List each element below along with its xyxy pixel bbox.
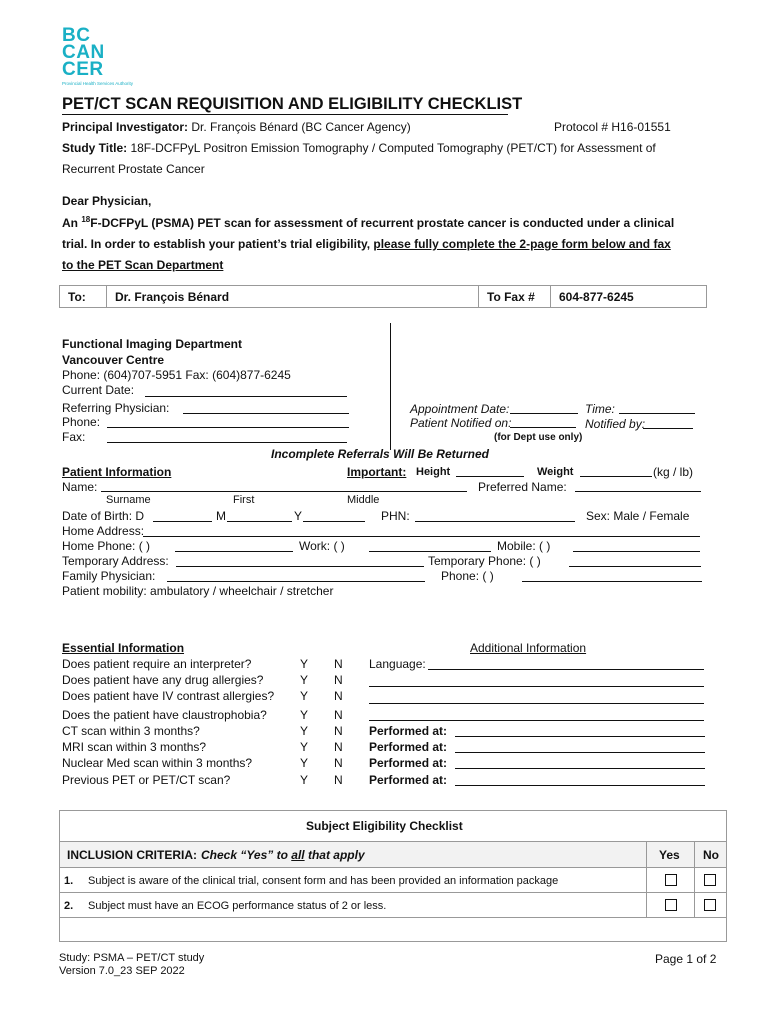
to-fax-number: 604-877-6245	[551, 286, 707, 308]
footer-study: Study: PSMA – PET/CT study	[59, 952, 205, 964]
question-label: Does patient have IV contrast allergies?	[62, 689, 275, 703]
surname-caption: Surname	[106, 494, 151, 506]
appointment-date-field[interactable]	[510, 413, 578, 414]
no-option[interactable]: N	[334, 673, 343, 687]
work-phone-field[interactable]	[369, 551, 491, 552]
no-checkbox[interactable]	[704, 899, 716, 911]
fax-label: Fax:	[62, 430, 86, 444]
question-label: MRI scan within 3 months?	[62, 740, 207, 754]
criterion-text: Subject is aware of the clinical trial, consent form and has been provided an information package	[88, 875, 559, 887]
pi-value: Dr. François Bénard (BC Cancer Agency)	[188, 120, 411, 134]
inclusion-instruction	[201, 848, 365, 862]
dept-name: Functional Imaging Department	[62, 337, 243, 351]
weight-field[interactable]	[580, 476, 652, 477]
additional-info-field[interactable]	[369, 686, 704, 687]
time-field[interactable]	[619, 413, 695, 414]
current-date-field[interactable]	[145, 396, 347, 397]
yes-option[interactable]: Y	[300, 689, 309, 703]
yes-option[interactable]: Y	[300, 724, 309, 738]
intro-line-2	[62, 237, 671, 251]
preferred-name-label: Preferred Name:	[478, 480, 567, 494]
instruction-b: that apply	[304, 848, 365, 862]
no-option[interactable]: N	[334, 657, 343, 671]
to-fax-label: To Fax #	[479, 286, 551, 308]
question-label: Previous PET or PET/CT scan?	[62, 773, 231, 787]
no-option[interactable]: N	[334, 708, 343, 722]
patient-info-heading: Patient Information	[62, 465, 172, 479]
yes-option[interactable]: Y	[300, 756, 309, 770]
temp-phone-label: Temporary Phone: ( )	[428, 554, 541, 568]
intro-2a: trial. In order to establish your patient’s trial eligibility,	[62, 237, 374, 251]
notified-by-field[interactable]	[643, 428, 693, 429]
col-divider	[646, 868, 647, 892]
dept-use-note: (for Dept use only)	[494, 432, 583, 443]
yes-checkbox[interactable]	[665, 874, 677, 886]
col-divider	[694, 842, 695, 867]
yes-option[interactable]: Y	[300, 657, 309, 671]
notified-by-label: Notified by:	[585, 417, 646, 431]
first-caption: First	[233, 494, 255, 506]
yes-option[interactable]: Y	[300, 708, 309, 722]
to-name: Dr. François Bénard	[107, 286, 479, 308]
no-option[interactable]: N	[334, 689, 343, 703]
logo-tagline: Provincial Health Services Authority	[62, 81, 134, 86]
question-label: Does patient have any drug allergies?	[62, 673, 264, 687]
notified-on-field[interactable]	[510, 427, 576, 428]
appointment-date-label: Appointment Date:	[410, 402, 510, 416]
footer-page: Page 1 of 2	[655, 952, 717, 966]
salutation: Dear Physician,	[62, 194, 152, 208]
title-underline	[62, 114, 508, 115]
preferred-name-field[interactable]	[575, 491, 701, 492]
family-physician-field[interactable]	[167, 581, 425, 582]
family-phone-field[interactable]	[522, 581, 702, 582]
work-phone-label: Work: ( )	[299, 539, 345, 553]
eligibility-bottom	[59, 917, 727, 942]
to-fax-table	[59, 285, 707, 308]
performed-at-label: Performed at:	[369, 756, 448, 770]
col-divider	[646, 842, 647, 867]
family-physician-label: Family Physician:	[62, 569, 156, 583]
intro-line-3: to the PET Scan Department	[62, 258, 224, 272]
home-address-field[interactable]	[143, 536, 700, 537]
logo-line-2: CAN	[62, 42, 105, 63]
sex-options[interactable]: Sex: Male / Female	[586, 509, 690, 523]
temp-phone-field[interactable]	[569, 566, 701, 567]
dept-phone: Phone: (604)707-5951 Fax: (604)877-6245	[62, 368, 291, 382]
question-label: Nuclear Med scan within 3 months?	[62, 756, 253, 770]
inclusion-header-row	[59, 841, 727, 868]
additional-info-field[interactable]	[428, 669, 704, 670]
dob-label: Date of Birth: D	[62, 509, 145, 523]
performed-at-label: Performed at:	[369, 740, 448, 754]
col-divider	[694, 868, 695, 892]
dob-month-label: M	[216, 509, 226, 523]
col-divider	[694, 893, 695, 917]
weight-label: Weight	[537, 466, 574, 478]
no-option[interactable]: N	[334, 740, 343, 754]
no-checkbox[interactable]	[704, 874, 716, 886]
temp-address-field[interactable]	[176, 566, 424, 567]
instruction-a: Check “Yes” to	[201, 848, 292, 862]
no-option[interactable]: N	[334, 724, 343, 738]
height-label: Height	[416, 466, 451, 478]
criterion-text: Subject must have an ECOG performance status of 2 or less.	[88, 900, 387, 912]
performed-at-label: Performed at:	[369, 773, 448, 787]
study-title	[62, 141, 656, 155]
eligibility-title-box	[59, 810, 727, 842]
eligibility-row	[59, 867, 727, 893]
logo-line-3: CER	[62, 59, 104, 80]
additional-info-field[interactable]	[369, 703, 704, 704]
additional-info-heading: Additional Information	[470, 641, 587, 655]
yes-option[interactable]: Y	[300, 740, 309, 754]
question-label: Does the patient have claustrophobia?	[62, 708, 267, 722]
home-address-label: Home Address:	[62, 524, 145, 538]
notified-on-label: Patient Notified on:	[410, 416, 512, 430]
dob-year-field[interactable]	[303, 521, 365, 522]
performed-at-field[interactable]	[455, 752, 705, 753]
performed-at-field[interactable]	[455, 785, 705, 786]
essential-info-heading: Essential Information	[62, 641, 185, 655]
intro-1b: F-DCFPyL (PSMA) PET scan for assessment of recurrent prostate cancer is conducted under a clinical	[90, 216, 675, 230]
criterion-number: 1.	[64, 875, 74, 887]
weight-units: (kg / lb)	[653, 465, 694, 479]
language-label: Language:	[369, 657, 426, 671]
incomplete-warning: Incomplete Referrals Will Be Returned	[271, 447, 489, 461]
yes-option[interactable]: Y	[300, 673, 309, 687]
middle-caption: Middle	[347, 494, 380, 506]
question-label: Does patient require an interpreter?	[62, 657, 252, 671]
page-title: PET/CT SCAN REQUISITION AND ELIGIBILITY CHECKLIST	[62, 95, 523, 113]
protocol-number: Protocol # H16-01551	[554, 120, 671, 134]
logo-line-1: BC	[62, 25, 91, 46]
study-value: 18F-DCFPyL Positron Emission Tomography / Computed Tomography (PET/CT) for Assessment of	[127, 141, 656, 155]
patient-mobility[interactable]: Patient mobility: ambulatory / wheelchair / stretcher	[62, 584, 334, 598]
principal-investigator	[62, 120, 411, 134]
eligibility-row	[59, 892, 727, 918]
pi-label: Principal Investigator:	[62, 120, 189, 134]
dob-year-label: Y	[294, 509, 303, 523]
intro-line-1	[62, 215, 674, 230]
col-divider	[646, 893, 647, 917]
intro-2b: please fully complete the 2-page form below and fax	[373, 237, 671, 251]
performed-at-label: Performed at:	[369, 724, 448, 738]
no-option[interactable]: N	[334, 773, 343, 787]
fax-field[interactable]	[107, 442, 347, 443]
study-title-cont: Recurrent Prostate Cancer	[62, 162, 205, 176]
family-phone-label: Phone: ( )	[441, 569, 494, 583]
dob-day-field[interactable]	[153, 521, 212, 522]
important-label: Important:	[347, 465, 407, 479]
temp-address-label: Temporary Address:	[62, 554, 169, 568]
performed-at-field[interactable]	[455, 768, 705, 769]
referring-label: Referring Physician:	[62, 401, 170, 415]
phone-field[interactable]	[107, 427, 349, 428]
no-option[interactable]: N	[334, 756, 343, 770]
time-label: Time:	[585, 402, 615, 416]
home-phone-field[interactable]	[175, 551, 293, 552]
instruction-all: all	[291, 848, 305, 862]
name-field[interactable]	[101, 491, 467, 492]
home-phone-label: Home Phone: ( )	[62, 539, 151, 553]
dept-centre: Vancouver Centre	[62, 353, 165, 367]
intro-1a: An	[62, 216, 82, 230]
dob-month-field[interactable]	[227, 521, 292, 522]
name-label: Name:	[62, 480, 98, 494]
to-label: To:	[60, 286, 107, 308]
bc-cancer-logo	[62, 27, 105, 78]
performed-at-field[interactable]	[455, 736, 705, 737]
question-label: CT scan within 3 months?	[62, 724, 200, 738]
phn-label: PHN:	[381, 509, 410, 523]
height-field[interactable]	[456, 476, 524, 477]
criterion-number: 2.	[64, 900, 74, 912]
yes-option[interactable]: Y	[300, 773, 309, 787]
additional-info-field[interactable]	[369, 720, 704, 721]
yes-header: Yes	[659, 848, 680, 862]
footer-version: Version 7.0_23 SEP 2022	[59, 965, 185, 977]
study-label: Study Title:	[62, 141, 128, 155]
current-date-label: Current Date:	[62, 383, 135, 397]
mobile-field[interactable]	[573, 551, 700, 552]
eligibility-heading: Subject Eligibility Checklist	[306, 819, 463, 833]
section-divider	[390, 323, 391, 450]
phone-label: Phone:	[62, 415, 101, 429]
no-header: No	[703, 848, 719, 862]
yes-checkbox[interactable]	[665, 899, 677, 911]
intro-sup: 18	[81, 215, 91, 224]
mobile-label: Mobile: ( )	[497, 539, 551, 553]
inclusion-label: INCLUSION CRITERIA:	[67, 848, 197, 862]
referring-field[interactable]	[183, 413, 349, 414]
phn-field[interactable]	[415, 521, 575, 522]
